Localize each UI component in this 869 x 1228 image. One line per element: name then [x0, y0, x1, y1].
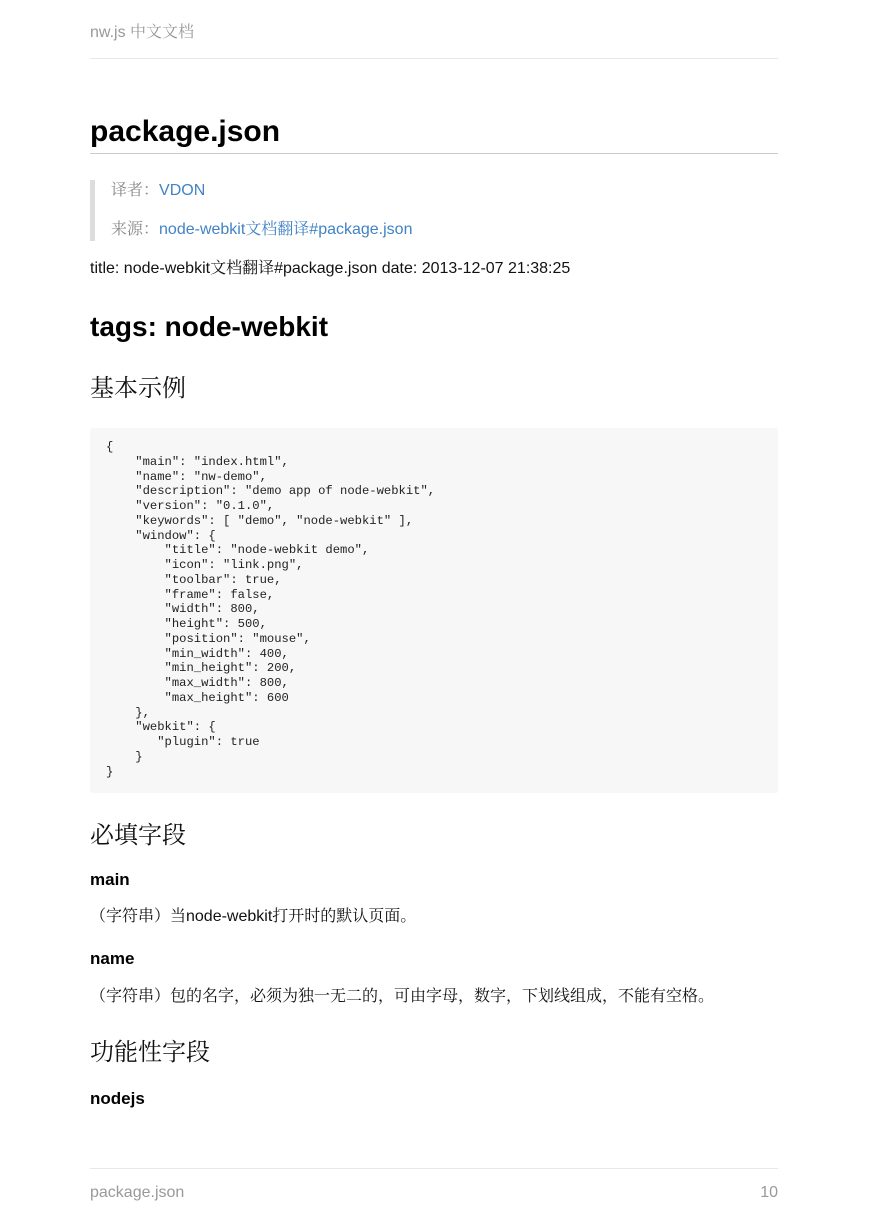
- functional-fields-heading: 功能性字段: [90, 1039, 210, 1067]
- example-heading: 基本示例: [90, 375, 186, 402]
- field-name-description: （字符串）包的名字，必须为独一无二的，可由字母，数字，下划线组成，不能有空格。: [90, 988, 715, 1006]
- page-header: [90, 22, 778, 59]
- field-name-heading: name: [90, 949, 135, 969]
- code-block: { "main": "index.html", "name": "nw-demo", "description": "demo app of node-webkit", "version": "0.1.0", "keywords": [ "demo", "node-webkit" ], "window": { "title": "node-webkit demo", "icon": "link.png", "toolbar": true, "frame": false, "width": 800, "height": 500, "position": "mouse", "min_width": 400, "min_height": 200, "max_width": 800, "max_height": 600 }, "webkit": { "plugin": true } }: [90, 428, 778, 793]
- translator-line: [111, 180, 778, 202]
- meta-line: title: node-webkit文档翻译#package.json date: 2013-12-07 21:38:25: [90, 260, 571, 277]
- translator-label: 译者：: [111, 182, 160, 199]
- document-title: package.json: [90, 112, 778, 154]
- page-number: 10: [760, 1184, 778, 1201]
- header-title: nw.js 中文文档: [90, 24, 195, 41]
- credits-blockquote: [90, 180, 778, 241]
- footer-title: package.json: [90, 1184, 185, 1201]
- field-main-heading: main: [90, 870, 130, 890]
- source-line: [111, 219, 778, 241]
- translator-link[interactable]: VDON: [159, 182, 206, 199]
- page-footer: [90, 1168, 778, 1203]
- source-label: 来源：: [111, 221, 160, 238]
- source-link[interactable]: node-webkit文档翻译#package.json: [159, 221, 413, 238]
- field-main-description: （字符串）当node-webkit打开时的默认页面。: [90, 908, 417, 926]
- required-fields-heading: 必填字段: [90, 822, 186, 850]
- document-content: [90, 112, 778, 1110]
- field-nodejs-heading: nodejs: [90, 1089, 145, 1109]
- tags-heading: tags: node-webkit: [90, 311, 329, 342]
